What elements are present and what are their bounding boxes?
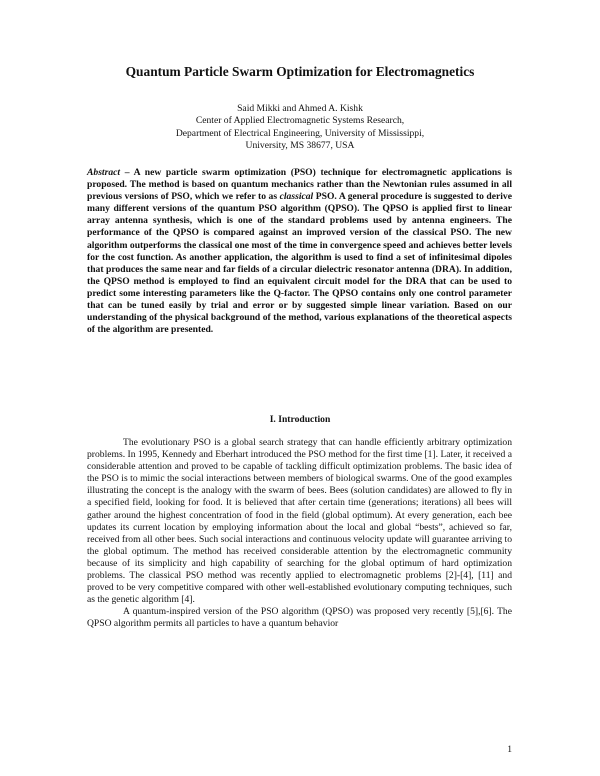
abstract-emphasis: classical	[279, 191, 314, 203]
section-heading: I. Introduction	[269, 414, 331, 425]
affiliation-line: Center of Applied Electromagnetic Systems Research,	[195, 115, 405, 127]
introduction-body	[87, 437, 512, 631]
abstract-label: Abstract	[87, 167, 121, 178]
abstract-text: – A new particle swarm optimization (PSO) technique for electromagnetic applications is proposed. The method is based on quantum mechanics rather than the Newtonian rules assumed in all previous versions of PSO, which we refer to as	[87, 167, 512, 203]
abstract-text: PSO. A general procedure is suggested to derive many different versions of the quantum PSO algorithm (QPSO). The QPSO is applied first to linear array antenna synthesis, which is one of the standard problems used by antenna engineers. The performance of the QPSO is compared against an improved version of the classical PSO. The new algorithm outperforms the classical one most of the time in convergence speed and achieves better levels for the cost function. As another application, the algorithm is used to find a set of infinitesimal dipoles that produces the same near and far fields of a circular dielectric resonator antenna (DRA). In addition, the QPSO method is employed to find an equivalent circuit model for the DRA that can be used to predict some interesting parameters like the Q-factor. The QPSO contains only one control parameter that can be tuned easily by trial and error or by suggested simple linear variation. Based on our understanding of the physical background of the method, various explanations of the theoretical aspects of the algorithm are presented.	[87, 191, 512, 336]
author-names: Said Mikki and Ahmed A. Kishk	[237, 103, 363, 114]
affiliation-line: University, MS 38677, USA	[245, 140, 355, 152]
page-number: 1	[507, 744, 512, 755]
paragraph: The evolutionary PSO is a global search strategy that can handle efficiently arbitrary optimization problems. In 1995, Kennedy and Eberhart introduced the PSO method for the first time [1]. Later, it received a considerable attention and proved to be capable of tackling difficult optimization problems. The basic idea of the PSO is to mimic the social interactions between members of biological swarms. One of the good examples illustrating the concept is the analogy with the swarm of bees. Bees (solution candidates) are allowed to fly in a specified field, looking for food. It is believed that after certain time (generations; iterations) all bees will gather around the highest concentration of food in the field (global optimum). At every generation, each bee updates its current location by employing information about the local and global “bests”, achieved so far, received from all other bees. Such social interactions and continuous velocity update will guarantee arriving to the global optimum. The method has received considerable attention by the electromagnetic community because of its simplicity and high capability of searching for the global optimum of hard optimization problems. The classical PSO method was recently applied to electromagnetic problems [2]-[4], [11] and proved to be very competitive compared with other well-established evolutionary computing techniques, such as the genetic algorithm [4].	[87, 437, 512, 606]
abstract	[87, 167, 512, 336]
affiliation-line: Department of Electrical Engineering, University of Mississippi,	[175, 127, 425, 139]
paper-title: Quantum Particle Swarm Optimization for Electromagnetics	[125, 64, 475, 79]
paragraph: A quantum-inspired version of the PSO algorithm (QPSO) was proposed very recently [5],[6]. The QPSO algorithm permits all particles to have a quantum behavior	[87, 606, 512, 630]
author-block	[0, 103, 600, 153]
